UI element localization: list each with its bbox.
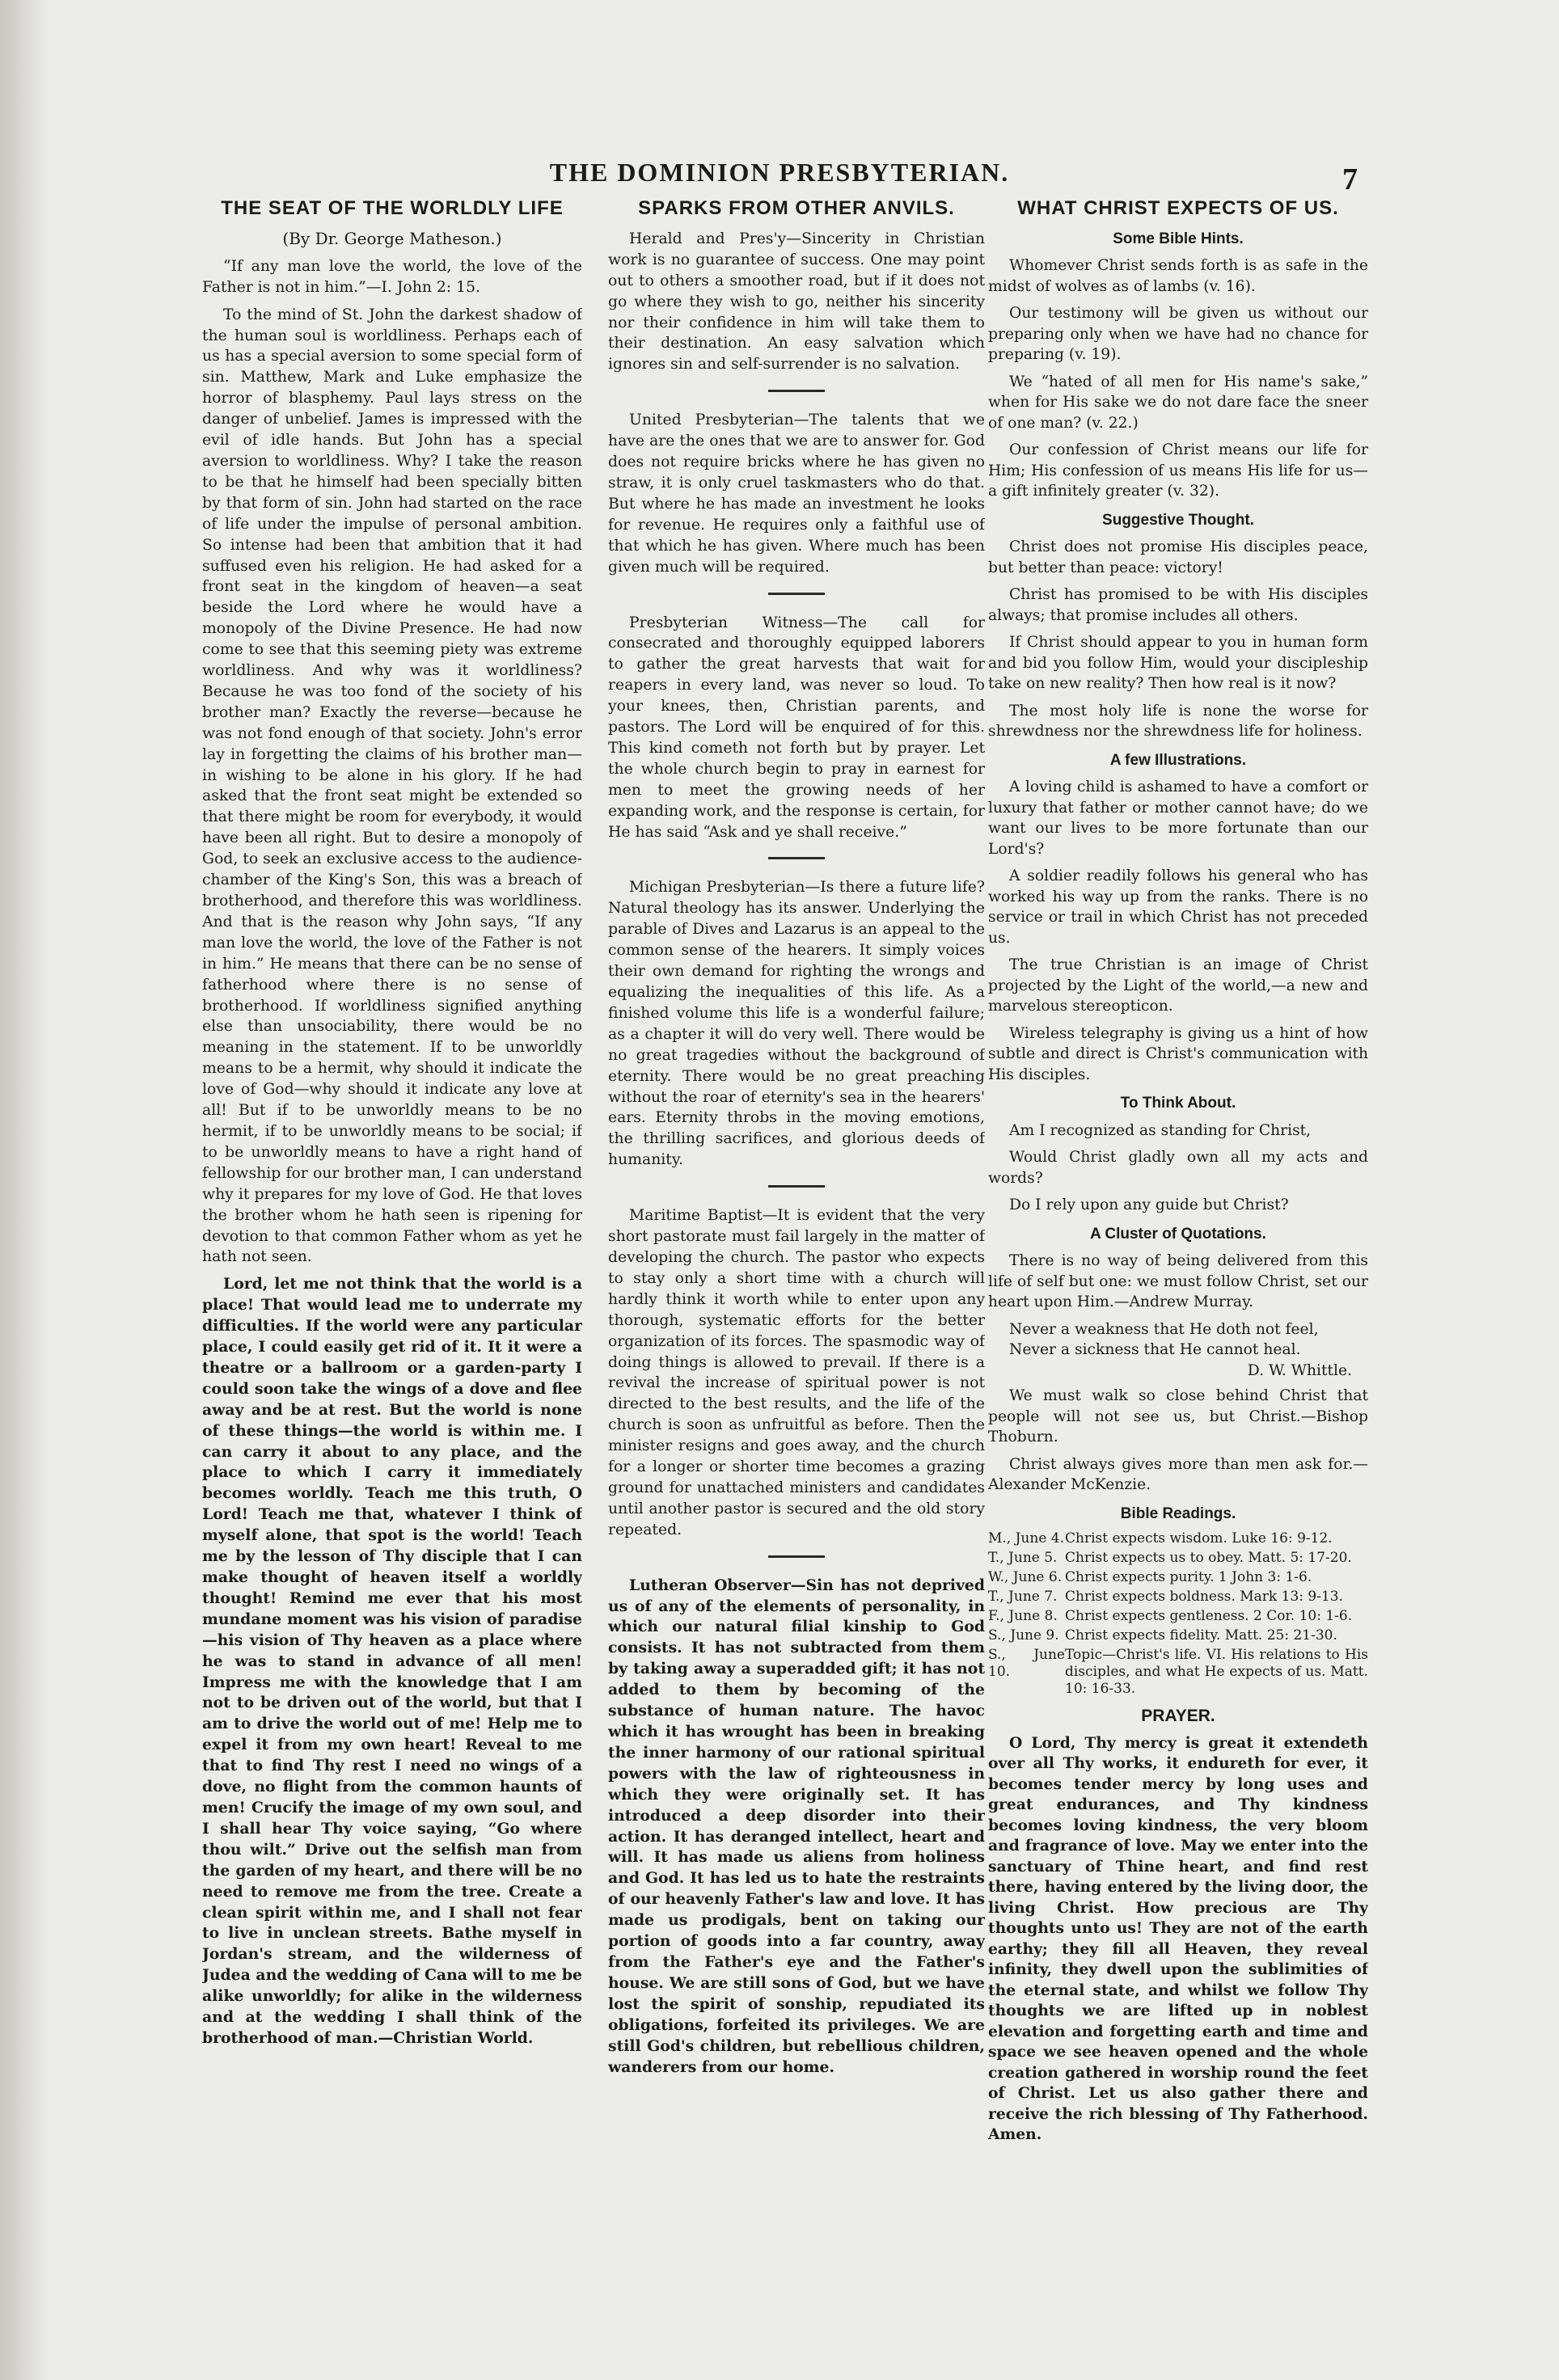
excerpt-united-presbyterian: United Presbyterian—The talents that we have are the ones that we are to answer for. God does not require bricks where he has given no straw, it is only cruel taskmasters who do that. But where he has made an investment he looks for revenue. He requires only a faithful use of that which he has given. Where much has been given much will be required. (608, 411, 985, 576)
reading-item (988, 1627, 1368, 1644)
subhead-quotations: A Cluster of Quotations. (1090, 1225, 1266, 1243)
reading-text: Christ expects us to obey. Matt. 5: 17-20. (1065, 1550, 1352, 1566)
subhead-bible-readings: Bible Readings. (1120, 1504, 1236, 1522)
prayer-text: O Lord, Thy mercy is great it extendeth over all Thy works, it endureth for ever, it becomes tender mercy by long uses and great endurances, and Thy kindness becomes loving kindness, the very bloom and fragrance of love. May we enter into the sanctuary of Thine heart, and find rest there, having entered by the living door, the living Christ. How precious are Thy thoughts unto us! They are not of the earth earthy; they fill all Heaven, they reveal infinity, they dwell upon the sublimities of the eternal state, and whilst we follow Thy thoughts we are lifted up in noblest elevation and forgetting earth and time and space we see heaven opened and the whole creation gathered in worship round the feet of Christ. Let us also gather there and receive the rich blessing of Thy Fatherhood. Amen. (988, 1733, 1368, 2143)
reading-item (988, 1530, 1368, 1547)
article-byline: (By Dr. George Matheson.) (282, 228, 502, 248)
subhead-illustrations: A few Illustrations. (1109, 751, 1247, 769)
reading-text: Christ expects boldness. Mark 13: 9-13. (1065, 1589, 1343, 1605)
epigraph: “If any man love the world, the love of the Father is not in him.”—I. John 2: 15. (202, 257, 582, 296)
reading-date: F., June 8. (988, 1608, 1058, 1624)
excerpt-presbyterian-witness: Presbyterian Witness—The call for consecrated and thoroughly equipped laborers to gather the great harvests that wait for reapers in every land, was never so loud. To your knees, then, Christian parents, and pastors. The Lord will be enquired of for this. This kind cometh not forth but by prayer. Let the whole church begin to pray in earnest for men to meet the growing needs of her expanding work, and the response is certain, for He has said “Ask and ye shall receive.” (608, 614, 985, 841)
quotation: We must walk so close behind Christ that people will not see us, but Christ.—Bishop Thoburn. (988, 1387, 1368, 1445)
excerpt-michigan-presbyterian: Michigan Presbyterian—Is there a future life? Natural theology has its answer. Underlying the parable of Dives and Lazarus is an appeal to the common sense of the hearers. It simply voices their own demand for righting the wrongs and equalizing the inequalities of this life. As a finished volume this life is a wonderful failure; as a chapter it will do very well. There would be no great tragedies without the background of eternity. There would be no great preaching without the roar of eternity's sea in the hearers' ears. Eternity throbs in the moving emotions, the thrilling sacrifices, and glorious deeds of humanity. (608, 879, 985, 1169)
hint: Whomever Christ sends forth is as safe in the midst of wolves as of lambs (v. 16). (988, 257, 1368, 295)
column-seat-of-worldly-life (202, 198, 582, 2251)
reading-item (988, 1550, 1368, 1567)
subhead-to-think-about: To Think About. (1120, 1095, 1236, 1112)
quotation-author: D. W. Whittle. (1247, 1361, 1352, 1379)
reading-item (988, 1608, 1368, 1625)
masthead: THE DOMINION PRESBYTERIAN. (549, 158, 1010, 187)
reading-text: Christ expects purity. 1 John 3: 1-6. (1065, 1569, 1312, 1585)
reading-text: Christ expects gentleness. 2 Cor. 10: 1-6. (1065, 1608, 1353, 1624)
illustration: A loving child is ashamed to have a comfort or luxury that father or mother cannot have; do we want our lives to be more fortunate than our Lord's? (988, 779, 1368, 858)
excerpt-herald: Herald and Pres'y—Sincerity in Christian work is no guarantee of success. One may point out to others a smoother road, but if it does not go where they wish to go, neither his sincerity nor their confidence in him will take them to their destination. An easy salvation which ignores sin and self-surrender is no salvation. (608, 230, 985, 373)
reading-date: S., June 9. (988, 1627, 1059, 1644)
section-title: SPARKS FROM OTHER ANVILS. (638, 198, 955, 219)
section-title: WHAT CHRIST EXPECTS OF US. (1017, 198, 1339, 219)
page-number: 7 (1342, 162, 1358, 196)
page-gutter-shadow (0, 0, 49, 2380)
reading-text: Christ expects fidelity. Matt. 25: 21-30. (1065, 1627, 1337, 1644)
quotation-line: Never a sickness that He cannot heal. (1009, 1341, 1301, 1358)
column-sparks-from-other-anvils (608, 198, 985, 2251)
reading-date: M., June 4. (988, 1530, 1065, 1547)
reading-date: T., June 5. (988, 1550, 1058, 1566)
hint: We “hated of all men for His name's sake,” when for His sake we do not dare face the sneer of one man? (v. 22.) (988, 373, 1368, 432)
divider (768, 593, 825, 595)
article-paragraph: To the mind of St. John the darkest shadow of the human soul is worldliness. Perhaps each of us has a special aversion to some special form of sin. Matthew, Mark and Luke emphasize the horror of blasphemy. Paul lays stress on the danger of unbelief. James is impressed with the evil of idle hands. But John has a special aversion to worldliness. Why? I take the reason to be that he himself had been specially bitten by that form of sin. John had started on the race of life under the impulse of personal ambition. So intense had been that ambition that it had suffused even his religion. He had asked for a front seat in the kingdom of heaven—a seat beside the Lord where he would have a monopoly of the Divine Presence. He had now come to see that this seeming piety was extreme worldliness. And why was it worldliness? Because he was too fond of the society of his brother man? Exactly the reverse—because he was not fond enough of that society. John's error lay in forgetting the claims of his brother man—in wishing to be alone in his glory. If he had asked that the front seat might be extended so that there might be room for everybody, it would have been all right. But to desire a monopoly of God, to seek an exclusive access to the audience-chamber of the King's Son, this was a breach of brotherhood, and therefore this was worldliness. And that is the reason why John says, “If any man love the world, the love of the Father is not in him.” He means that there can be no sense of fatherhood where there is no sense of brotherhood. If worldliness signified anything else than unsociability, there would be no meaning in the statement. If to be unworldly means to be a hermit, why should it indicate the love of God—why should it indicate any love at all! But if to be unworldly means to be no hermit, if to be unworldly means to be social; if to be unworldly means to have a right hand of fellowship for our brother man, I can understand why it prepares for my love of God. He that loves the brother whom he hath seen is ripening for devotion to that common Father whom as yet he hath not seen. (202, 306, 582, 1266)
thought: If Christ should appear to you in human form and bid you follow Him, would your discipleship take on new reality? Then how real is it now? (988, 634, 1368, 692)
divider (768, 1555, 825, 1558)
reading-text: Topic—Christ's life. VI. His relations to His disciples, and what He expects of us. Matt. 10: 16-33. (1065, 1647, 1368, 1697)
excerpt-lutheran-observer: Lutheran Observer—Sin has not deprived us of any of the elements of personality, in which our natural filial kinship to God consists. It has not subtracted from them by taking away a superadded gift; it has not added to them by becoming of the substance of human nature. The havoc which it has wrought has been in breaking the inner harmony of our rational spiritual powers with the law of righteousness in which they were originally set. It has introduced a deep disorder into their action. It has deranged intellect, heart and will. It has made us aliens from holiness and God. It has led us to hate the restraints of our heavenly Father's law and love. It has made us prodigals, bent on taking our portion of goods into a far country, away from the Father's eye and the Father's house. We are still sons of God, but we have lost the spirit of sonship, repudiated its obligations, forfeited its privileges. We are still God's children, but rebellious children, wanderers from our home. (608, 1576, 985, 2076)
reading-item (988, 1569, 1368, 1586)
reading-item (988, 1647, 1368, 1698)
reading-date: T., June 7. (988, 1589, 1058, 1605)
question: Would Christ gladly own all my acts and words? (988, 1149, 1368, 1187)
reading-date: W., June 6. (988, 1569, 1063, 1585)
thought: Christ does not promise His disciples peace, but better than peace: victory! (988, 538, 1368, 576)
reading-item (988, 1589, 1368, 1606)
divider (768, 857, 825, 859)
quotation: Christ always gives more than men ask for.—Alexander McKenzie. (988, 1455, 1368, 1493)
thought: The most holy life is none the worse for shrewdness nor the shrewdness life for holiness. (988, 702, 1368, 740)
hint: Our testimony will be given us without our preparing only when we have had no chance for preparing (v. 19). (988, 305, 1368, 363)
thought: Christ has promised to be with His disciples always; that promise includes all others. (988, 586, 1368, 624)
illustration: Wireless telegraphy is giving us a hint of how subtle and direct is Christ's communication with His disciples. (988, 1024, 1368, 1083)
subhead-bible-hints: Some Bible Hints. (1113, 230, 1244, 247)
article-title: THE SEAT OF THE WORLDLY LIFE (221, 198, 564, 219)
column-what-christ-expects (988, 198, 1368, 2251)
prayer-paragraph: Lord, let me not think that the world is a place! That would lead me to underrate my difficulties. If the world were any particular place, I could easily get rid of it. It it were a theatre or a ballroom or a garden-party I could soon take the wings of a dove and flee away and be at rest. But the world is none of these things—the world is within me. I can carry it about to any place, and the place to which I carry it immediately becomes worldly. Teach me this truth, O Lord! Teach me that, whatever I think of myself alone, that spot is the world! Teach me by the lesson of Thy disciple that I can make thought of heaven itself a worldly thought! Remind me ever that his most mundane moment was his vision of paradise—his vision of Thy heaven as a place where he was to stand in advance of all men! Impress me with the knowledge that I am not to be driven out of the world, but that I am to drive the world out of me! Help me to expel it from my own heart! Reveal to me that to find Thy rest I need no wings of a dove, no flight from the common haunts of men! Crucify the image of my own soul, and I shall hear Thy voice saying, “Go where thou wilt.” Drive out the selfish man from the garden of my heart, and there will be no need to remove me from the tree. Create a clean spirit within me, and I shall not fear to live in unclean streets. Bathe myself in Jordan's stream, and the wilderness of Judea and the wedding of Cana will to me be alike unworldly; for alike in the wilderness and at the wedding I shall think of the brotherhood of man.—Christian World. (202, 1275, 582, 2047)
reading-date: S., June 10. (988, 1647, 1065, 1680)
question: Am I recognized as standing for Christ, (1009, 1121, 1312, 1139)
quotation-line: Never a weakness that He doth not feel, (1009, 1320, 1319, 1338)
reading-text: Christ expects wisdom. Luke 16: 9-12. (1065, 1530, 1333, 1547)
question: Do I rely upon any guide but Christ? (1009, 1196, 1289, 1213)
illustration: A soldier readily follows his general who has worked his way up from the ranks. There is no service or trail in which Christ has not preceded us. (988, 867, 1368, 947)
hint: Our confession of Christ means our life for Him; His confession of us means His life for us—a gift infinitely greater (v. 32). (988, 441, 1368, 500)
excerpt-maritime-baptist: Maritime Baptist—It is evident that the very short pastorate must fail largely in the matter of developing the church. The pastor who expects to stay only a short time with a church will hardly think it worth while to enter upon any thorough, systematic efforts for the better organization of its forces. The spasmodic way of doing things is allowed to prevail. If there is a revival the increase of spiritual power is not directed to the best results, and the life of the church is soon as unfruitful as before. Then the minister resigns and goes away, and the church for a longer or shorter time becomes a grazing ground for unattached ministers and candidates until another pastor is secured and the old story repeated. (608, 1207, 985, 1538)
illustration: The true Christian is an image of Christ projected by the Light of the world,—a new and marvelous stereopticon. (988, 956, 1368, 1015)
subhead-prayer: PRAYER. (1141, 1707, 1215, 1725)
readings-list (988, 1530, 1368, 1698)
subhead-suggestive-thought: Suggestive Thought. (1102, 511, 1254, 529)
quotation: There is no way of being delivered from this life of self but one: we must follow Christ, set our heart upon Him.—Andrew Murray. (988, 1252, 1368, 1310)
divider (768, 390, 825, 392)
divider (768, 1185, 825, 1188)
